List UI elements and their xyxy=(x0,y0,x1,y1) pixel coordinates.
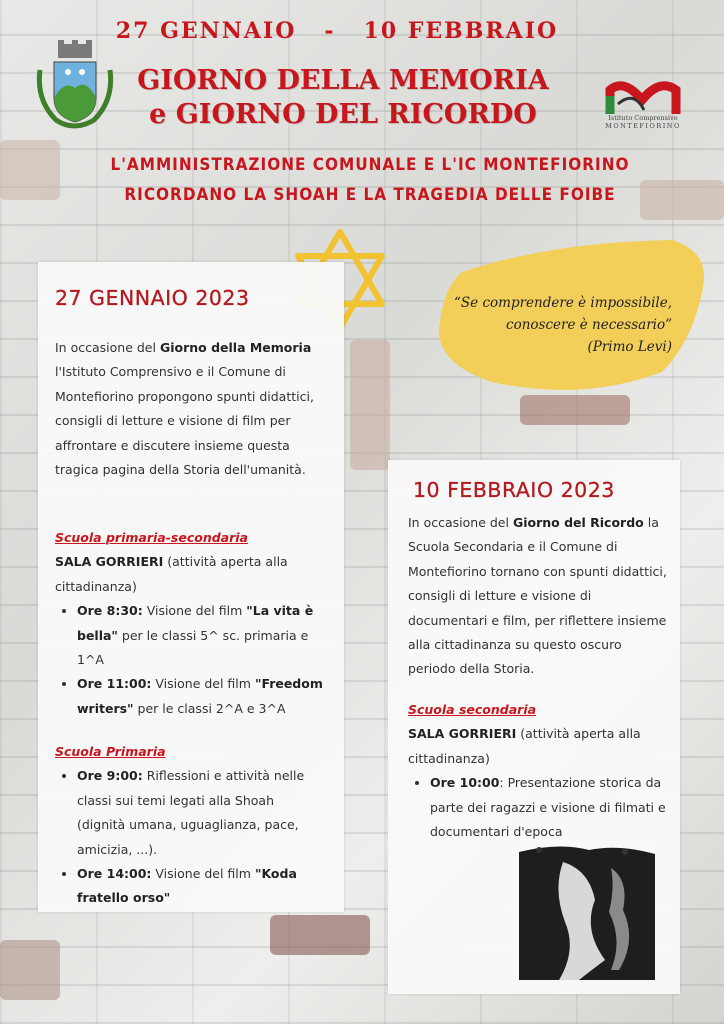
item-film: "Koda fratello orso" xyxy=(77,866,297,906)
wall-stain xyxy=(350,340,390,470)
schedule-list xyxy=(55,764,325,910)
subtitle-line2: RICORDANO LA SHOAH E LA TRAGEDIA DELLE FOIBE xyxy=(124,185,616,205)
item-text: Riflessioni e attività nelle classi sui temi legati alla Shoah (dignità umana, uguaglianza, pace, amicizia, ...). xyxy=(77,768,305,857)
place-line xyxy=(408,722,672,771)
date-start: 27 GENNAIO xyxy=(115,18,297,44)
section-label-primaria: Scuola Primaria xyxy=(55,744,166,759)
primo-levi-quote xyxy=(442,292,672,358)
schedule-list xyxy=(408,771,672,844)
school-logo-line1: Istituto Comprensivo xyxy=(608,114,678,122)
title-line1: GIORNO DELLA MEMORIA xyxy=(137,65,549,96)
place-note: (attività aperta alla cittadinanza) xyxy=(55,554,288,594)
wall-stain xyxy=(0,140,60,200)
memoria-intro xyxy=(55,336,317,482)
memoria-heading: 27 GENNAIO 2023 xyxy=(55,286,250,310)
memoria-intro-pre: In occasione del xyxy=(55,340,160,355)
place-name: SALA GORRIERI xyxy=(408,726,517,742)
item-text: Visione del film xyxy=(151,676,255,692)
item-film: "Freedom writers" xyxy=(77,676,323,716)
school-logo-line2: MONTEFIORINO xyxy=(605,122,681,130)
memoria-section2 xyxy=(55,740,325,911)
quote-line2: conoscere è necessario” xyxy=(506,317,672,333)
main-title xyxy=(118,64,568,132)
list-item xyxy=(430,771,672,844)
item-text: Visione del film xyxy=(151,866,255,882)
item-time: Ore 8:30: xyxy=(77,603,143,619)
ricordo-intro-post: la Scuola Secondaria e il Comune di Montefiorino tornano con spunti didattici, consigli di letture e visione di documentari e film, per riflettere insieme alla cittadinanza su questo oscuro periodo della Storia. xyxy=(408,515,667,677)
wall-stain xyxy=(640,180,724,220)
date-header xyxy=(112,18,562,44)
subtitle-line1: L'AMMINISTRAZIONE COMUNALE E L'IC MONTEFIORINO xyxy=(110,155,630,175)
quote-line1: “Se comprendere è impossibile, xyxy=(454,295,672,311)
title-line2: e GIORNO DEL RICORDO xyxy=(149,99,537,130)
date-end: 10 FEBBRAIO xyxy=(363,18,559,44)
ricordo-intro-pre: In occasione del xyxy=(408,515,513,530)
list-item xyxy=(77,672,325,721)
list-item xyxy=(77,599,325,672)
date-dash: - xyxy=(324,18,336,44)
item-time: Ore 11:00: xyxy=(77,676,152,692)
school-logo-text xyxy=(600,114,686,130)
memoria-panel xyxy=(38,262,344,912)
list-item xyxy=(77,764,325,862)
subtitle xyxy=(90,150,650,210)
schedule-list xyxy=(55,599,325,721)
quote-author: (Primo Levi) xyxy=(587,339,672,355)
item-film: "La vita è bella" xyxy=(77,603,314,643)
item-text: per le classi 5^ sc. primaria e 1^A xyxy=(77,627,309,668)
memoria-section1 xyxy=(55,526,325,721)
place-line xyxy=(55,550,325,599)
wall-stain xyxy=(270,915,370,955)
ricordo-heading: 10 FEBBRAIO 2023 xyxy=(413,478,615,502)
item-text: : Presentazione storica da parte dei ragazzi e visione di filmati e documentari d'epoca xyxy=(430,775,666,840)
municipal-crest-icon xyxy=(34,40,116,132)
place-name: SALA GORRIERI xyxy=(55,554,164,570)
memoria-intro-post: l'Istituto Comprensivo e il Comune di Montefiorino propongono spunti didattici, consigli di letture e visione di film per affrontare e discutere insieme questa tragica pagina della Storia dell'umanità. xyxy=(55,364,314,478)
place-note: (attività aperta alla cittadinanza) xyxy=(408,726,641,766)
wall-stain xyxy=(0,940,60,1000)
item-time: Ore 10:00 xyxy=(430,775,500,791)
ricordo-intro xyxy=(408,511,672,682)
section-label-primaria-secondaria: Scuola primaria-secondaria xyxy=(55,530,248,545)
item-time: Ore 9:00: xyxy=(77,768,143,784)
section-label-secondaria: Scuola secondaria xyxy=(408,702,537,717)
item-time: Ore 14:00: xyxy=(77,866,152,882)
ricordo-section xyxy=(408,698,672,844)
foibe-photo xyxy=(519,840,655,980)
ricordo-intro-bold: Giorno del Ricordo xyxy=(512,515,644,530)
item-text: Visione del film xyxy=(142,603,247,619)
memoria-intro-bold: Giorno della Memoria xyxy=(159,340,312,355)
list-item xyxy=(77,862,325,911)
item-text: per le classi 2^A e 3^A xyxy=(133,700,286,716)
